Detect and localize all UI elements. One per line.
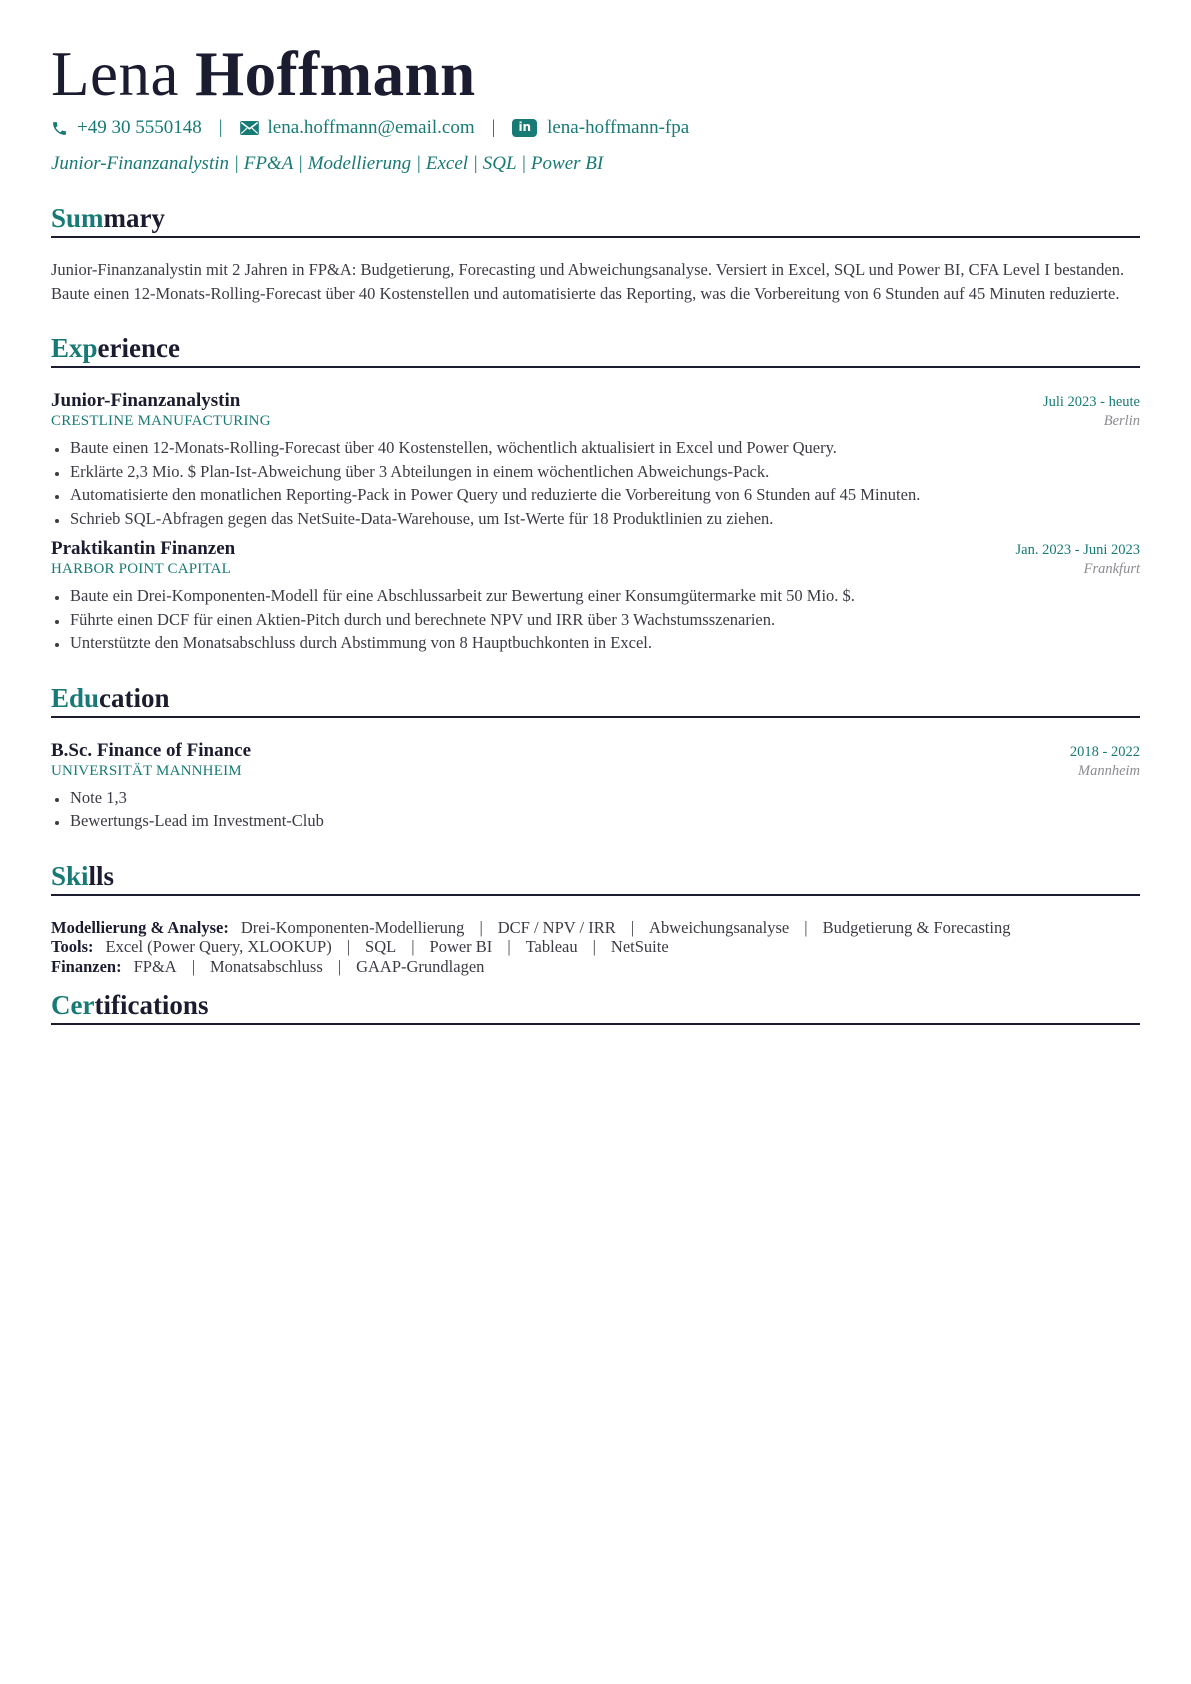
- section-title-accent: Exp: [51, 333, 98, 363]
- experience-section: [51, 331, 1140, 655]
- list-item: • Note 1,3: [69, 786, 1140, 810]
- skill-category: Modellierung & Analyse:: [51, 917, 229, 937]
- skill-separator: |: [804, 917, 808, 937]
- email-contact[interactable]: [240, 117, 475, 139]
- summary-section: [51, 201, 1140, 305]
- candidate-name: [51, 0, 1140, 112]
- section-title-rest: erience: [97, 333, 180, 363]
- skill-row: [51, 937, 1140, 957]
- section-title-rest: lls: [88, 860, 115, 891]
- education-entry: [51, 740, 1140, 833]
- section-title: [51, 859, 1140, 896]
- list-item: • Automatisierte den monatlichen Reporting-Pack in Power Query und reduzierte die Vorbereitung von 6 Stunden auf 45 Minuten.: [69, 483, 1140, 507]
- linkedin-icon: in: [512, 119, 537, 137]
- skill-separator: |: [630, 917, 635, 937]
- experience-entry: [51, 390, 1140, 530]
- skill-separator: |: [411, 937, 415, 956]
- skills-list: [51, 918, 1140, 977]
- job-location: Frankfurt: [1083, 561, 1140, 577]
- skill-item: FP&A: [133, 956, 177, 976]
- skill-item: SQL: [365, 937, 397, 956]
- experience-entry: [51, 538, 1140, 655]
- contact-line: [51, 115, 1140, 141]
- skill-separator: |: [337, 956, 342, 976]
- study-dates: 2018 - 2022: [1069, 743, 1140, 760]
- contact-separator: |: [218, 117, 223, 138]
- skill-separator: |: [479, 917, 483, 937]
- job-location: Berlin: [1103, 413, 1140, 429]
- section-title-rest: tifications: [94, 990, 209, 1020]
- phone-number: +49 30 5550148: [77, 117, 202, 138]
- skill-separator: |: [592, 937, 596, 956]
- section-title: [51, 331, 1140, 368]
- job-title: Praktikantin Finanzen: [51, 538, 236, 559]
- linkedin-handle: lena-hoffmann-fpa: [547, 117, 690, 138]
- skill-separator: |: [507, 937, 511, 956]
- last-name: Hoffmann: [195, 39, 476, 109]
- skill-row: [51, 957, 1140, 977]
- skill-item: Budgetierung & Forecasting: [822, 917, 1011, 937]
- skill-item: Abweichungsanalyse: [649, 917, 790, 937]
- skill-separator: |: [191, 956, 196, 976]
- skill-item: GAAP-Grundlagen: [356, 956, 485, 976]
- achievement-list: [51, 584, 1140, 655]
- section-title: [51, 681, 1140, 718]
- section-title-accent: Sum: [51, 203, 104, 233]
- job-dates: Jan. 2023 - Juni 2023: [1015, 542, 1140, 558]
- employer: CRESTLINE MANUFACTURING: [51, 413, 271, 429]
- list-item: • Baute ein Drei-Komponenten-Modell für eine Abschlussarbeit zur Bewertung einer Konsumgütermarke mit 50 Mio. $.: [69, 584, 1140, 608]
- first-name: Lena: [51, 39, 179, 109]
- degree-title: B.Sc. Finance of Finance: [51, 739, 252, 761]
- job-dates: Juli 2023 - heute: [1042, 394, 1140, 410]
- certifications-section: [51, 988, 1140, 1025]
- skill-item: Drei-Komponenten-Modellierung: [240, 917, 465, 937]
- linkedin-contact[interactable]: [512, 117, 689, 139]
- education-section: [51, 681, 1140, 833]
- study-location: Mannheim: [1077, 762, 1140, 779]
- section-title-accent: Ski: [51, 860, 89, 891]
- list-item: • Schrieb SQL-Abfragen gegen das NetSuite-Data-Warehouse, um Ist-Werte für 18 Produktlinien zu ziehen.: [69, 507, 1140, 531]
- job-title: Junior-Finanzanalystin: [51, 390, 241, 411]
- summary-text: Junior-Finanzanalystin mit 2 Jahren in FP&A: Budgetierung, Forecasting und Abweichungsanalyse. Versiert in Excel, SQL und Power BI, CFA Level I bestanden. Baute einen 12-Monats-Rolling-Forecast über 40 Kostenstellen und automatisierte das Reporting, was die Vorbereitung von 6 Stunden auf 45 Minuten reduzierte.: [51, 260, 1125, 303]
- skills-section: [51, 859, 1140, 977]
- headline-tagline: Junior-Finanzanalystin | FP&A | Modellierung | Excel | SQL | Power BI: [51, 153, 604, 174]
- education-details-list: [51, 786, 1140, 833]
- skill-category: Tools:: [51, 937, 94, 956]
- skill-item: DCF / NPV / IRR: [497, 917, 616, 937]
- list-item: • Erklärte 2,3 Mio. $ Plan-Ist-Abweichung über 3 Abteilungen in einem wöchentlichen Abweichungs-Pack.: [69, 460, 1140, 484]
- section-title-rest: mary: [103, 203, 166, 233]
- skill-category: Finanzen:: [51, 956, 122, 976]
- achievement-list: [51, 436, 1140, 530]
- skill-item: Power BI: [429, 937, 493, 956]
- list-item: • Baute einen 12-Monats-Rolling-Forecast über 40 Kostenstellen, wöchentlich aktualisiert in Excel und Power Query.: [69, 436, 1140, 460]
- section-title-accent: Edu: [51, 682, 100, 713]
- section-title-rest: cation: [99, 682, 170, 713]
- section-title-accent: Cer: [51, 990, 95, 1020]
- list-item: • Führte einen DCF für einen Aktien-Pitch durch und berechnete NPV und IRR über 3 Wachstumsszenarien.: [69, 608, 1140, 632]
- section-title: [51, 988, 1140, 1025]
- skill-separator: |: [346, 937, 351, 956]
- phone-icon: [51, 120, 68, 137]
- phone-contact[interactable]: [51, 117, 202, 139]
- institution: UNIVERSITÄT MANNHEIM: [51, 762, 242, 779]
- skill-item: Monatsabschluss: [210, 956, 323, 976]
- skill-item: NetSuite: [610, 937, 669, 956]
- skill-item: Tableau: [525, 937, 578, 956]
- skill-item: Excel (Power Query, XLOOKUP): [105, 937, 332, 956]
- skill-row: [51, 918, 1140, 938]
- section-title: [51, 201, 1140, 238]
- employer: HARBOR POINT CAPITAL: [51, 561, 232, 577]
- list-item: • Unterstützte den Monatsabschluss durch Abstimmung von 8 Hauptbuchkonten in Excel.: [69, 631, 1140, 655]
- list-item: • Bewertungs-Lead im Investment-Club: [69, 809, 1140, 833]
- email-address: lena.hoffmann@email.com: [267, 117, 475, 138]
- envelope-icon: [240, 121, 259, 135]
- contact-separator: |: [491, 117, 496, 138]
